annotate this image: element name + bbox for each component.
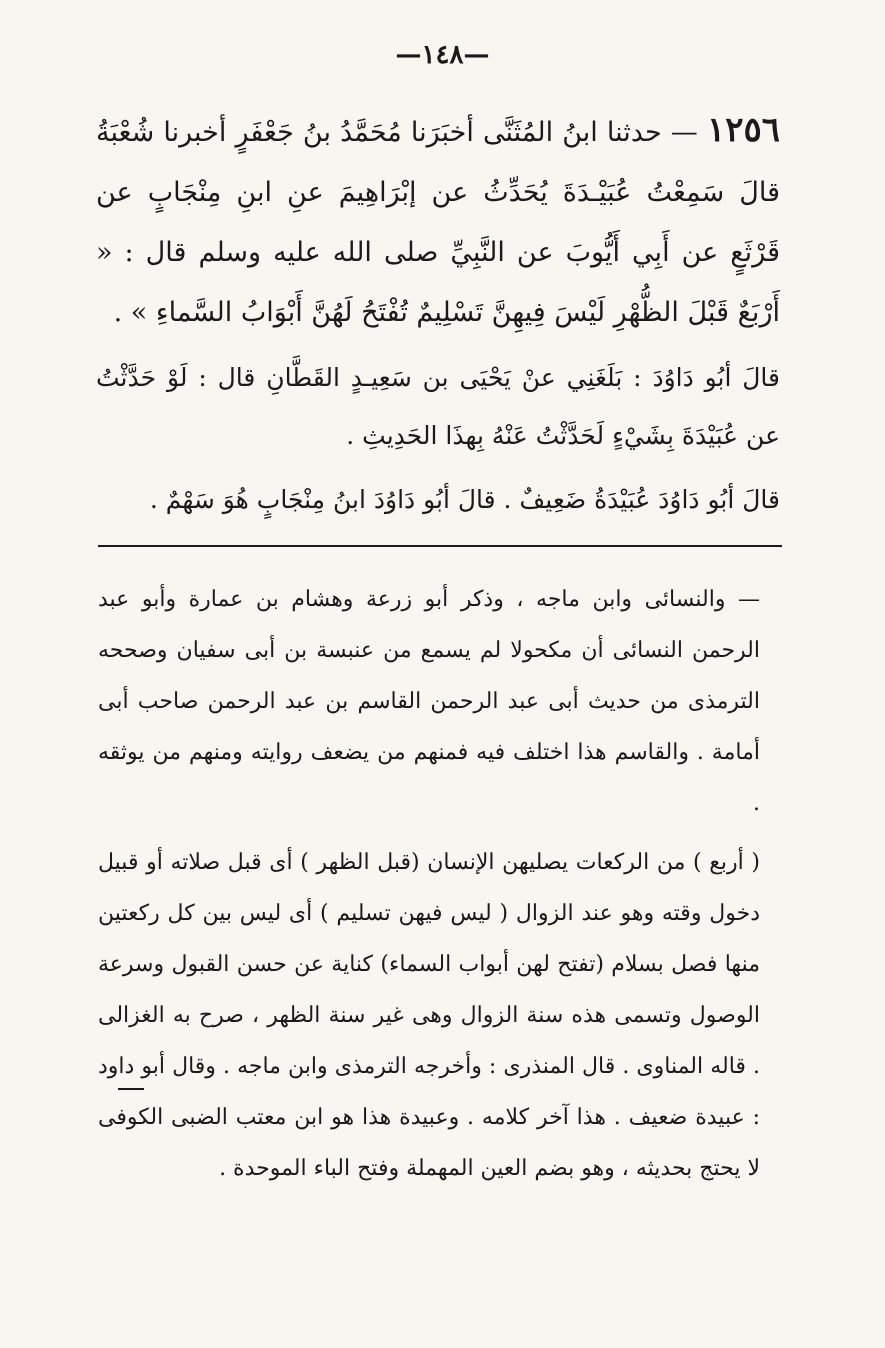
end-dash	[118, 1088, 144, 1090]
page-number: —١٤٨—	[395, 40, 490, 70]
commentary-paragraph-2: ( أربع ) من الركعات يصليهن الإنسان (قبل الظهر ) أى قبل صلاته أو قبيل دخول وقته وهو عند الزوال ( ليس فيهن تسليم ) أى ليس بين كل ركعتين منها فصل بسلام (تفتح لهن أبواب السماء) كناية عن حسن القبول وسرعة الوصول وتسمى هذه سنة الزوال وهى غير سنة الظهر ، صرح به الغزالى . قاله المناوى . قال المنذرى : وأخرجه الترمذى وابن ماجه . وقال أبو داود : عبيدة ضعيف . هذا آخر كلامه . وعبيدة هذا هو ابن معتب الضبى الكوفى لا يحتج بحديثه ، وهو بضم العين المهملة وفتح الباء الموحدة .	[98, 850, 760, 1181]
commentary-section	[98, 574, 760, 1202]
hadith-section	[96, 100, 780, 529]
hadith-paragraph	[96, 100, 780, 343]
abu-dawud-note-2: قالَ أبُو دَاوُدَ عُبَيْدَةُ ضَعِيفٌ . قالَ أبُو دَاوُدَ ابنُ مِنْجَابٍ هُوَ سَهْمٌ .	[149, 485, 780, 514]
hadith-number: ١٢٥٦	[706, 110, 780, 150]
commentary-paragraph-1: — والنسائى وابن ماجه ، وذكر أبو زرعة وهشام بن عمارة وأبو عبد الرحمن النسائى أن مكحولا لم يسمع من عنبسة بن أبى سفيان وصححه الترمذى من حديث أبى عبد الرحمن القاسم بن عبد الرحمن صاحب أبى أمامة . والقاسم هذا اختلف فيه فمنهم من يضعف روايته ومنهم من يوثقه .	[98, 587, 760, 816]
hadith-text: — حدثنا ابنُ المُثَنَّى أخبَرَنا مُحَمَّدُ بنُ جَعْفَرٍ أخبرنا شُعْبَةُ قالَ سَمِعْتُ عُبَيْـدَةَ يُحَدِّثُ عن إبْرَاهِيمَ عنِ ابنِ مِنْجَابٍ عن قَرْثَعٍ عن أَبِي أَيُّوبَ عن النَّبِيِّ صلى الله عليه وسلم قال : « أَرْبَعٌ قَبْلَ الظُّهْرِ لَيْسَ فِيهِنَّ تَسْلِيمٌ تُفْتَحُ لَهُنَّ أَبْوَابُ السَّماءِ » .	[96, 117, 780, 328]
footnote-divider	[98, 545, 782, 547]
abu-dawud-note-1: قالَ أبُو دَاوُدَ : بَلَغَنِي عنْ يَحْيَى بن سَعِيـدٍ القَطَّانِ قال : لَوْ حَدَّثْتُ عن عُبَيْدَةَ بِشَيْءٍ لَحَدَّثْتُ عَنْهُ بِهذَا الحَدِيثِ .	[96, 363, 780, 450]
